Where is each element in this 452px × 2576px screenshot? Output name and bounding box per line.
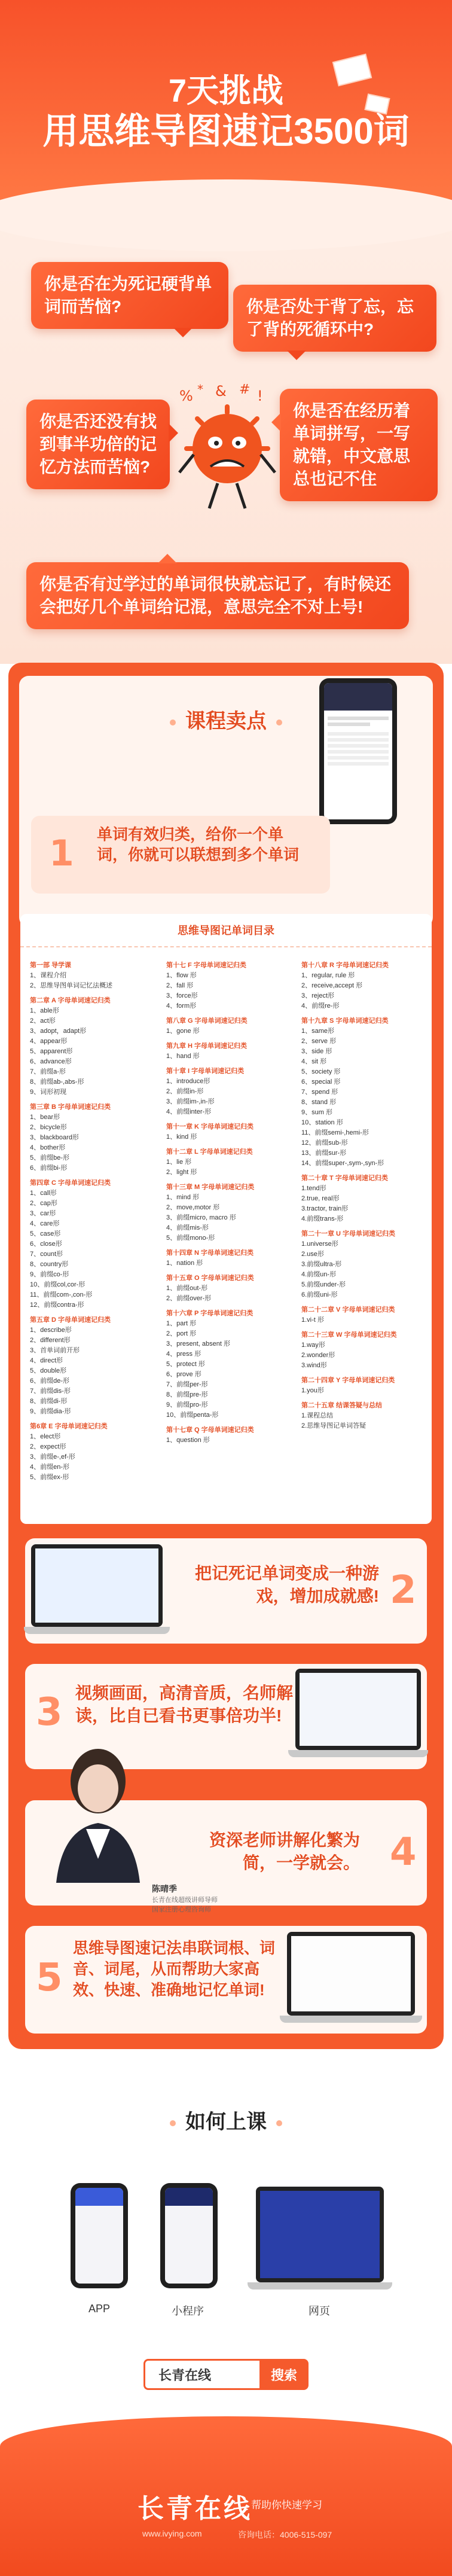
- directory-chapter-heading: 第十九章 S 字母单词速记归类: [301, 1017, 389, 1025]
- hero-section: [0, 0, 452, 664]
- course-directory: [20, 914, 432, 1524]
- feature-number: 5: [36, 1956, 63, 2000]
- directory-chapter-heading: 第二章 A 字母单词速记归类: [30, 997, 111, 1004]
- directory-item: 3.tractor, train形: [301, 1205, 349, 1212]
- directory-item: 4、direct形: [30, 1357, 63, 1364]
- directory-item: 3、force形: [166, 992, 198, 999]
- directory-item: 3.wind形: [301, 1362, 327, 1369]
- directory-item: 2、bicycle形: [30, 1124, 67, 1131]
- phone-screen: [324, 683, 392, 819]
- directory-item: 4、press 形: [166, 1351, 201, 1358]
- directory-item: 1、gone 形: [166, 1028, 200, 1035]
- directory-item: 3、前缀e-,ef-形: [30, 1453, 75, 1461]
- directory-item: 11、前缀com-,con-形: [30, 1291, 93, 1298]
- svg-text:*: *: [197, 383, 203, 397]
- directory-item: 6、前缀de-形: [30, 1377, 70, 1385]
- directory-chapter-heading: 第十四章 N 字母单词速记归类: [166, 1249, 254, 1257]
- directory-item: 1.universe形: [301, 1240, 338, 1248]
- directory-item: 9、前缀pro-形: [166, 1401, 208, 1409]
- pain-point-bubble: 你是否在为死记硬背单词而苦恼?: [31, 262, 228, 329]
- directory-item: 4、appear形: [30, 1038, 68, 1045]
- directory-item: 2、serve 形: [301, 1038, 337, 1045]
- teacher-desc: 国家注册心理咨询师: [152, 1906, 211, 1913]
- directory-item: 1、前缀out-形: [166, 1285, 208, 1292]
- dot-icon: [170, 2120, 176, 2126]
- directory-item: 4、前缀en-形: [30, 1464, 70, 1471]
- directory-item: 6、prove 形: [166, 1371, 201, 1378]
- directory-chapter-heading: 第四章 C 字母单词速记归类: [30, 1179, 111, 1187]
- directory-item: 8、前缀di-形: [30, 1398, 68, 1405]
- directory-item: 6.前缀uni-形: [301, 1291, 338, 1298]
- directory-item: 3、前缀micro, macro 形: [166, 1214, 236, 1221]
- directory-item: 5、前缀mono-形: [166, 1234, 215, 1242]
- pain-point-bubble: 你是否有过学过的单词很快就忘记了，有时候还会把好几个单词给记混，意思完全不对上号!: [26, 562, 409, 629]
- directory-item: 4、form形: [166, 1002, 197, 1010]
- directory-chapter-heading: 第二十章 T 字母单词速记归类: [301, 1175, 388, 1182]
- directory-item: 1.you形: [301, 1387, 324, 1394]
- directory-item: 2、different形: [30, 1337, 71, 1344]
- directory-item: 12、前缀sub-形: [301, 1139, 348, 1147]
- directory-item: 1、课程介绍: [30, 972, 67, 979]
- directory-column: [166, 956, 298, 1446]
- directory-column: [30, 956, 161, 1483]
- dot-icon: [276, 720, 282, 725]
- directory-item: 3、side 形: [301, 1048, 332, 1055]
- directory-item: 13、前缀sur-形: [301, 1150, 347, 1157]
- directory-item: 1.tend形: [301, 1185, 326, 1192]
- directory-chapter-heading: 第十章 I 字母单词速记归类: [166, 1068, 245, 1075]
- directory-chapter-heading: 第十二章 L 字母单词速记归类: [166, 1148, 253, 1156]
- directory-item: 2.use形: [301, 1251, 324, 1258]
- directory-item: 4、bother形: [30, 1144, 66, 1151]
- svg-text:!: !: [257, 388, 263, 404]
- feature-card-1: [31, 816, 330, 894]
- device-label-miniprogram: 小程序: [172, 2305, 204, 2317]
- directory-item: 6、前缀bi-形: [30, 1164, 68, 1172]
- directory-item: 2、cap形: [30, 1200, 57, 1207]
- directory-item: 8、前缀ab-,abs-形: [30, 1078, 84, 1086]
- directory-chapter-heading: 第十一章 K 字母单词速记归类: [166, 1123, 254, 1130]
- directory-chapter-heading: 第十七章 Q 字母单词速记归类: [166, 1426, 254, 1434]
- directory-item: 5、case形: [30, 1230, 61, 1237]
- footer-slogan: 帮助你快速学习: [251, 2499, 322, 2511]
- directory-item: 2.true, real形: [301, 1195, 340, 1202]
- course-highlights-board: [8, 663, 444, 2049]
- feature-text: 视频画面，高清音质，名师解读，比自已看书更事倍功半!: [75, 1684, 294, 1725]
- directory-item: 1、same形: [301, 1028, 335, 1035]
- directory-item: 6、advance形: [30, 1058, 72, 1065]
- directory-chapter-heading: 第二十三章 W 字母单词速记归类: [301, 1331, 397, 1339]
- directory-item: 6、special 形: [301, 1078, 341, 1086]
- directory-item: 1、flow 形: [166, 972, 197, 979]
- directory-chapter-heading: 第五章 D 字母单词速记归类: [30, 1316, 111, 1324]
- directory-item: 2、fall 形: [166, 982, 194, 989]
- directory-chapter-heading: 第6章 E 字母单词速记归类: [30, 1423, 108, 1430]
- directory-item: 1、kind 形: [166, 1133, 197, 1141]
- directory-item: 3、car形: [30, 1210, 56, 1217]
- directory-column: [301, 956, 433, 1431]
- app-device-mockup: [71, 2183, 128, 2288]
- directory-item: 7、前缀dis-形: [30, 1388, 71, 1395]
- directory-item: 3、首单词前开形: [30, 1347, 80, 1354]
- directory-chapter-heading: 第八章 G 字母单词速记归类: [166, 1017, 248, 1025]
- svg-text:&: &: [215, 383, 227, 400]
- footer-phone: 咨询电话：4006-515-097: [238, 2530, 332, 2540]
- directory-item: 4、前缀mis-形: [166, 1224, 209, 1231]
- svg-text:%: %: [179, 388, 193, 404]
- directory-item: 4、前缀inter-形: [166, 1108, 212, 1115]
- directory-item: 12、前缀contra-形: [30, 1301, 84, 1309]
- directory-item: 7、前缀per-形: [166, 1381, 208, 1388]
- directory-item: 1、question 形: [166, 1437, 210, 1444]
- feature-number: 1: [49, 833, 74, 874]
- directory-item: 4、前缀re-形: [301, 1002, 340, 1010]
- directory-chapter-heading: 第二十四章 Y 字母单词速记归类: [301, 1377, 395, 1384]
- directory-chapter-heading: 第十八章 R 字母单词速记归类: [301, 962, 389, 969]
- directory-item: 3.前缀ultra-形: [301, 1261, 342, 1268]
- feature-number: 3: [36, 1690, 63, 1734]
- directory-item: 10、station 形: [301, 1119, 343, 1126]
- footer-logo: 长青在线: [138, 2494, 252, 2523]
- directory-chapter-heading: 第十七 F 字母单词速记归类: [166, 962, 246, 969]
- dot-icon: [276, 2120, 282, 2126]
- directory-item: 7、spend 形: [301, 1089, 338, 1096]
- directory-item: 2、前缀in-形: [166, 1088, 204, 1095]
- directory-item: 1、part 形: [166, 1320, 197, 1327]
- directory-item: 2.wonder形: [301, 1352, 335, 1359]
- miniprogram-device-mockup: [160, 2183, 218, 2288]
- directory-item: 1、call形: [30, 1190, 57, 1197]
- pain-point-bubble: 你是否处于背了忘，忘了背的死循环中?: [233, 285, 436, 352]
- directory-item: 9、前缀co-形: [30, 1271, 69, 1278]
- search-bar: [143, 2359, 309, 2390]
- directory-item: 1、introduce形: [166, 1078, 210, 1085]
- directory-chapter-heading: 第二十五章 结课答疑与总结: [301, 1402, 383, 1409]
- directory-item: 1.课程总结: [301, 1412, 334, 1419]
- pain-point-bubble: 你是否还没有找到事半功倍的记忆方法而苦恼?: [26, 400, 170, 489]
- directory-title: 思维导图记单词目录: [20, 914, 432, 947]
- directory-item: 1、regular, rule 形: [301, 972, 355, 979]
- directory-item: 4、sit 形: [301, 1058, 327, 1065]
- directory-item: 9、前缀dia-形: [30, 1408, 71, 1415]
- feature-text: 把记死记单词变成一种游戏，增加成就感!: [194, 1564, 379, 1605]
- directory-item: 1.way形: [301, 1342, 325, 1349]
- feature-text: 资深老师讲解化繁为简，一学就会。: [209, 1831, 360, 1872]
- hero-title-line2: 用思维导图速记3500词: [42, 111, 410, 151]
- directory-chapter-heading: 第九章 H 字母单词速记归类: [166, 1042, 248, 1050]
- directory-item: 5、apparent形: [30, 1048, 73, 1055]
- directory-item: 2、move,motor 形: [166, 1204, 220, 1211]
- section-title-howto: 如何上课: [0, 2105, 452, 2135]
- directory-chapter-heading: 第三章 B 字母单词速记归类: [30, 1103, 111, 1111]
- directory-item: 5、前缀ex-形: [30, 1474, 69, 1481]
- directory-chapter-heading: 第十五章 O 字母单词速记归类: [166, 1275, 254, 1282]
- directory-item: 5.前缀under-形: [301, 1281, 346, 1288]
- device-label-app: APP: [88, 2303, 111, 2315]
- directory-item: 14、前缀super-,sym-,syn-形: [301, 1160, 384, 1167]
- directory-item: 5、protect 形: [166, 1361, 205, 1368]
- hero-title: [0, 71, 452, 152]
- directory-item: 2、act形: [30, 1017, 56, 1025]
- directory-item: 2、receive,accept 形: [301, 982, 363, 989]
- feature-card-2: [25, 1538, 427, 1644]
- directory-item: 5、double形: [30, 1367, 67, 1374]
- directory-item: 1、describe形: [30, 1327, 72, 1334]
- directory-item: 7、count形: [30, 1251, 63, 1258]
- device-label-web: 网页: [309, 2305, 330, 2317]
- directory-chapter-heading: 第二十一章 U 字母单词速记归类: [301, 1230, 396, 1237]
- stressed-character-illustration: [173, 383, 281, 514]
- directory-item: 8、前缀pre-形: [166, 1391, 208, 1398]
- directory-chapter-heading: 第十六章 P 字母单词速记归类: [166, 1310, 254, 1317]
- svg-text:#: #: [239, 383, 251, 397]
- pain-point-bubble: 你是否在经历着单词拼写，一写就错，中文意思总也记不住: [280, 389, 438, 501]
- feature-card-5: [25, 1926, 427, 2034]
- feature-text: 思维导图速记法串联词根、词音、词尾，从而帮助大家高效、快速、准确地记忆单词!: [73, 1939, 276, 1999]
- directory-item: 6、close形: [30, 1240, 62, 1248]
- dot-icon: [170, 720, 176, 725]
- teacher-name: 陈晴季: [152, 1884, 177, 1894]
- directory-item: 2、light 形: [166, 1169, 197, 1176]
- teacher-desc: 长青在线超级讲师导师: [152, 1897, 218, 1904]
- directory-item: 9、sum 形: [301, 1109, 332, 1116]
- directory-item: 5、前缀be-形: [30, 1154, 70, 1162]
- directory-chapter-heading: 第二十二章 V 字母单词速记归类: [301, 1306, 395, 1313]
- search-input[interactable]: [143, 2359, 259, 2390]
- directory-item: 8、stand 形: [301, 1099, 337, 1106]
- directory-item: 4、care形: [30, 1220, 60, 1227]
- directory-item: 3、reject形: [301, 992, 335, 999]
- directory-item: 4.前缀un-形: [301, 1271, 337, 1278]
- section-title-course: 课程卖点: [8, 705, 444, 734]
- directory-item: 7、前缀a-形: [30, 1068, 66, 1075]
- directory-chapter-heading: 第十三章 M 字母单词速记归类: [166, 1184, 255, 1191]
- hero-title-line1: 7天挑战: [168, 73, 284, 109]
- directory-item: 3、present, absent 形: [166, 1340, 231, 1348]
- directory-item: 1.vi-t 形: [301, 1316, 324, 1324]
- directory-item: 4.前缀trans-形: [301, 1215, 344, 1223]
- feature-number: 4: [390, 1830, 417, 1874]
- footer: [0, 2416, 452, 2576]
- directory-item: 10、前缀col,cor-形: [30, 1281, 85, 1288]
- directory-item: 2、思维导图单词记忆法概述: [30, 982, 113, 989]
- directory-item: 2、port 形: [166, 1330, 197, 1337]
- directory-item: 2、前缀over-形: [166, 1295, 212, 1302]
- feature-text: 单词有效归类，给你一个单词，你就可以联想到多个单词: [97, 825, 300, 864]
- directory-item: 1、hand 形: [166, 1053, 200, 1060]
- phone-mockup: [319, 678, 397, 824]
- footer-url[interactable]: www.ivying.com: [142, 2529, 202, 2538]
- directory-item: 1、mind 形: [166, 1194, 200, 1201]
- directory-item: 11、前缀semi-,hemi-形: [301, 1129, 369, 1136]
- directory-item: 2.思维导图记单词答疑: [301, 1422, 367, 1429]
- directory-item: 1、elect形: [30, 1433, 61, 1440]
- directory-item: 10、前缀penta-形: [166, 1412, 219, 1419]
- directory-item: 3、前缀im-,in-形: [166, 1098, 215, 1105]
- search-button[interactable]: 搜索: [259, 2359, 309, 2390]
- feature-number: 2: [390, 1568, 417, 1612]
- directory-item: 1、nation 形: [166, 1260, 203, 1267]
- directory-item: 3、adopt，adapt形: [30, 1028, 87, 1035]
- directory-item: 1、able形: [30, 1007, 59, 1014]
- directory-chapter-heading: 第一部 导学课: [30, 962, 72, 969]
- directory-item: 1、lie 形: [166, 1159, 192, 1166]
- directory-item: 3、blackboard形: [30, 1134, 79, 1141]
- directory-item: 8、country形: [30, 1261, 69, 1268]
- directory-item: 1、bear形: [30, 1114, 60, 1121]
- directory-item: 5、society 形: [301, 1068, 341, 1075]
- directory-item: 2、expect形: [30, 1443, 66, 1450]
- directory-item: 9、词形初现: [30, 1089, 67, 1096]
- teacher-photo: [44, 1739, 152, 1883]
